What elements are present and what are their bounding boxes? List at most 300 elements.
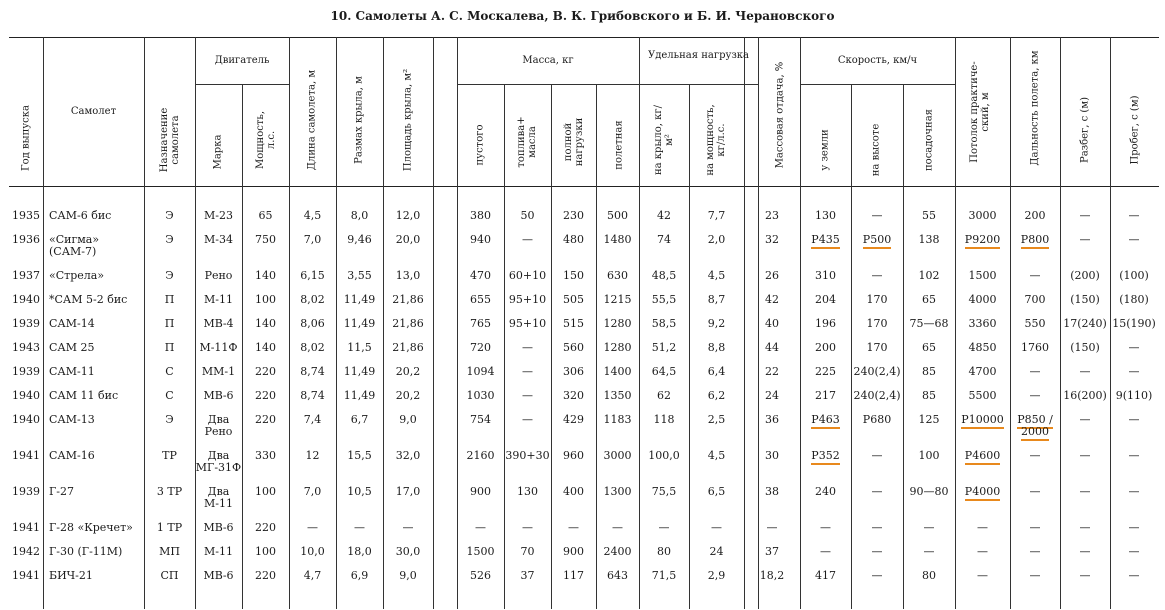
cell-value: 17(240) — [1063, 317, 1107, 330]
cell-value: 11,49 — [343, 317, 376, 330]
cell-year — [9, 366, 43, 378]
cell-value: — — [402, 521, 414, 534]
cell-value: 1939 — [12, 365, 40, 378]
cell-run-to — [1060, 366, 1110, 378]
cell-value: — — [871, 269, 883, 282]
cell-length — [289, 234, 336, 246]
cell-v-land — [903, 366, 955, 378]
cell-value: 15,5 — [347, 449, 372, 462]
cell-m-takeoff — [596, 414, 639, 426]
cell-value: 7,0 — [303, 485, 322, 498]
cell-value: 95+10 — [508, 293, 547, 306]
cell-run-to — [1060, 210, 1110, 222]
cell-l-wing — [639, 234, 689, 246]
cell-value: — — [1079, 485, 1091, 498]
cell-value: 10,5 — [347, 485, 372, 498]
cell-value: 1094 — [466, 365, 495, 378]
cell-l-wing — [639, 414, 689, 426]
cell-mark — [195, 390, 242, 402]
header-bottom-rule — [9, 186, 1159, 187]
cell-value: 220 — [255, 521, 276, 534]
cell-value: Г-28 «Кречет» — [49, 521, 133, 534]
cell-value: 5500 — [968, 389, 997, 402]
table-row — [0, 522, 1165, 546]
cell-m-fuel — [504, 342, 551, 354]
cell-range — [1010, 546, 1060, 558]
cell-v-alt — [851, 546, 903, 558]
cell-value: 240(2,4) — [853, 389, 901, 402]
cell-value: 1350 — [603, 389, 632, 402]
cell-l-power — [689, 522, 744, 534]
cell-value: 200 — [1024, 209, 1046, 222]
header-speed-altitude: на высоте — [870, 123, 882, 177]
header-specific-load: Удельная нагрузка — [647, 50, 750, 61]
cell-value: Г-27 — [49, 485, 74, 498]
table-row — [0, 366, 1165, 390]
cell-m-takeoff — [596, 270, 639, 282]
cell-span — [336, 366, 383, 378]
cell-ceiling — [955, 318, 1010, 330]
cell-v-ground — [800, 234, 851, 246]
cell-value: Два Рено — [204, 413, 233, 438]
cell-year — [9, 486, 43, 498]
cell-value: 12 — [305, 449, 320, 462]
cell-length — [289, 294, 336, 306]
cell-value: 2,9 — [707, 569, 726, 582]
cell-value: 1183 — [603, 413, 632, 426]
cell-value: Два М-11 — [204, 485, 233, 510]
cell-value: — — [1029, 449, 1041, 462]
cell-ret — [744, 366, 800, 378]
cell-mark — [195, 450, 242, 474]
cell-v-land — [903, 486, 955, 498]
cell-mark — [195, 270, 242, 282]
cell-m-fuel — [504, 294, 551, 306]
cell-value: 95+10 — [508, 317, 547, 330]
cell-year — [9, 234, 43, 246]
cell-value: 65 — [258, 209, 273, 222]
cell-value: 32 — [765, 233, 779, 246]
cell-value: — — [1029, 365, 1041, 378]
header-range: Дальность полета, км — [1029, 50, 1041, 166]
table-row — [0, 318, 1165, 342]
cell-v-ground — [800, 546, 851, 558]
cell-m-takeoff — [596, 522, 639, 534]
cell-v-land — [903, 342, 955, 354]
cell-value: 526 — [470, 569, 491, 582]
cell-value: — — [1128, 233, 1140, 246]
cell-value: 26 — [765, 269, 779, 282]
cell-value: 240 — [815, 485, 836, 498]
cell-run-land — [1110, 390, 1158, 402]
cell-value: 204 — [815, 293, 836, 306]
cell-value: 125 — [918, 413, 940, 426]
cell-m-empty — [457, 342, 504, 354]
cell-value: 400 — [563, 485, 584, 498]
cell-run-land — [1110, 270, 1158, 282]
cell-purpose — [144, 342, 195, 354]
cell-run-land — [1110, 294, 1158, 306]
cell-m-empty — [457, 366, 504, 378]
cell-l-power — [689, 414, 744, 426]
cell-value: — — [1029, 389, 1041, 402]
cell-value: 1936 — [12, 233, 40, 246]
cell-year — [9, 450, 43, 462]
cell-value: 1280 — [603, 341, 632, 354]
cell-value: — — [871, 569, 883, 582]
cell-m-payload — [551, 366, 596, 378]
cell-v-alt — [851, 486, 903, 498]
cell-mark — [195, 318, 242, 330]
cell-m-fuel — [504, 522, 551, 534]
cell-value: 117 — [563, 569, 584, 582]
cell-v-ground — [800, 570, 851, 582]
header-landing-run: Пробег, с (м) — [1129, 95, 1141, 165]
cell-value: — — [1128, 521, 1140, 534]
cell-value: 1940 — [12, 413, 40, 426]
cell-purpose — [144, 570, 195, 582]
cell-value: 230 — [563, 209, 584, 222]
cell-m-payload — [551, 318, 596, 330]
cell-value: — — [820, 521, 831, 534]
cell-value: 330 — [255, 449, 276, 462]
cell-value: — — [522, 233, 533, 246]
cell-ceiling — [955, 522, 1010, 534]
cell-m-empty — [457, 294, 504, 306]
cell-length — [289, 522, 336, 534]
cell-aircraft — [49, 270, 144, 282]
cell-value: — — [1128, 413, 1140, 426]
cell-value: 217 — [815, 389, 836, 402]
cell-power — [242, 294, 289, 306]
cell-l-wing — [639, 210, 689, 222]
cell-m-empty — [457, 210, 504, 222]
cell-run-to — [1060, 318, 1110, 330]
cell-value: — — [1079, 413, 1091, 426]
cell-value: 42 — [657, 209, 671, 222]
cell-value: 16(200) — [1063, 389, 1107, 402]
cell-ceiling — [955, 546, 1010, 558]
cell-value: P4000 — [965, 485, 1000, 501]
cell-v-ground — [800, 270, 851, 282]
cell-value: — — [1128, 569, 1140, 582]
cell-value: Э — [165, 233, 174, 246]
cell-range — [1010, 234, 1060, 246]
cell-value: 220 — [255, 413, 276, 426]
cell-mark — [195, 546, 242, 558]
cell-value: — — [923, 521, 935, 534]
speed-group-rule — [800, 84, 955, 85]
cell-value: — — [871, 521, 883, 534]
cell-purpose — [144, 318, 195, 330]
cell-value: П — [164, 317, 175, 330]
cell-value: 11,49 — [343, 293, 376, 306]
cell-m-empty — [457, 414, 504, 426]
cell-l-power — [689, 294, 744, 306]
cell-purpose — [144, 522, 195, 534]
cell-value: — — [871, 545, 883, 558]
cell-ceiling — [955, 570, 1010, 582]
table-row — [0, 210, 1165, 234]
cell-m-empty — [457, 318, 504, 330]
cell-value: 170 — [866, 317, 888, 330]
cell-run-to — [1060, 486, 1110, 498]
cell-ceiling — [955, 390, 1010, 402]
cell-value: 2160 — [466, 449, 495, 462]
cell-area — [383, 414, 433, 426]
cell-year — [9, 570, 43, 582]
cell-value: СП — [160, 569, 179, 582]
cell-run-land — [1110, 522, 1158, 534]
cell-value: 24 — [709, 545, 724, 558]
cell-value: — — [711, 521, 722, 534]
cell-purpose — [144, 390, 195, 402]
cell-purpose — [144, 234, 195, 246]
cell-aircraft — [49, 318, 144, 330]
cell-value: САМ-16 — [49, 449, 95, 462]
cell-area — [383, 210, 433, 222]
cell-ceiling — [955, 234, 1010, 246]
cell-aircraft — [49, 570, 144, 582]
cell-ret — [744, 318, 800, 330]
cell-year — [9, 342, 43, 354]
cell-value: — — [1029, 485, 1041, 498]
cell-length — [289, 270, 336, 282]
cell-value: 75,5 — [651, 485, 677, 498]
table-row — [0, 294, 1165, 318]
cell-area — [383, 522, 433, 534]
cell-value: P500 — [863, 233, 891, 249]
cell-value: 4850 — [968, 341, 997, 354]
header-speed-landing: посадочная — [923, 109, 935, 171]
cell-m-fuel — [504, 210, 551, 222]
cell-ceiling — [955, 486, 1010, 498]
cell-m-fuel — [504, 234, 551, 246]
cell-value: 20,2 — [395, 389, 421, 402]
cell-value: — — [612, 521, 623, 534]
cell-v-land — [903, 570, 955, 582]
cell-value: 55,5 — [651, 293, 677, 306]
cell-value: 1 ТР — [156, 521, 183, 534]
cell-m-payload — [551, 486, 596, 498]
cell-ceiling — [955, 366, 1010, 378]
cell-ret — [744, 294, 800, 306]
cell-span — [336, 318, 383, 330]
cell-value: 42 — [765, 293, 779, 306]
cell-value: P435 — [811, 233, 839, 249]
cell-value: 4700 — [968, 365, 997, 378]
cell-value: САМ-6 бис — [49, 209, 112, 222]
cell-ceiling — [955, 414, 1010, 426]
cell-value: 630 — [607, 269, 628, 282]
cell-range — [1010, 414, 1060, 438]
cell-ceiling — [955, 270, 1010, 282]
cell-value: 37 — [765, 545, 779, 558]
cell-area — [383, 342, 433, 354]
cell-power — [242, 546, 289, 558]
cell-power — [242, 486, 289, 498]
cell-value: 65 — [922, 293, 936, 306]
cell-value: П — [164, 341, 175, 354]
cell-value: 58,5 — [651, 317, 677, 330]
cell-value: 71,5 — [651, 569, 677, 582]
cell-value: 85 — [922, 389, 936, 402]
cell-value: P800 — [1021, 233, 1049, 249]
cell-value: 220 — [255, 569, 276, 582]
header-year: Год выпуска — [20, 105, 32, 171]
cell-aircraft — [49, 546, 144, 558]
table-row — [0, 234, 1165, 258]
cell-range — [1010, 210, 1060, 222]
cell-value: — — [977, 545, 988, 558]
cell-value: 1280 — [603, 317, 632, 330]
cell-value: 7,4 — [303, 413, 322, 426]
cell-m-fuel — [504, 486, 551, 498]
cell-l-wing — [639, 486, 689, 498]
cell-value: 480 — [563, 233, 584, 246]
cell-value: — — [766, 521, 778, 534]
cell-value: 720 — [470, 341, 491, 354]
cell-value: 15(190) — [1112, 317, 1156, 330]
cell-m-payload — [551, 342, 596, 354]
cell-value: 1939 — [12, 485, 40, 498]
cell-m-fuel — [504, 450, 551, 462]
cell-v-land — [903, 210, 955, 222]
header-engine: Двигатель — [214, 55, 270, 66]
mass-group-rule — [457, 84, 639, 85]
cell-m-payload — [551, 570, 596, 582]
cell-v-land — [903, 450, 955, 462]
cell-span — [336, 414, 383, 426]
cell-range — [1010, 450, 1060, 462]
header-ceiling: Потолок практиче- ский, м — [969, 61, 991, 163]
cell-value: 37 — [520, 569, 535, 582]
cell-value: 417 — [815, 569, 836, 582]
cell-value: 240(2,4) — [853, 365, 901, 378]
cell-value: Э — [165, 209, 174, 222]
cell-l-wing — [639, 270, 689, 282]
cell-value: Э — [165, 269, 174, 282]
cell-l-wing — [639, 570, 689, 582]
cell-value: С — [165, 365, 174, 378]
cell-run-to — [1060, 390, 1110, 402]
cell-power — [242, 450, 289, 462]
cell-l-wing — [639, 450, 689, 462]
cell-value: М-11Ф — [199, 341, 238, 354]
cell-m-takeoff — [596, 318, 639, 330]
cell-l-power — [689, 234, 744, 246]
cell-value: 196 — [815, 317, 836, 330]
cell-v-alt — [851, 210, 903, 222]
cell-value: — — [1128, 209, 1140, 222]
cell-value: С — [165, 389, 174, 402]
cell-l-wing — [639, 546, 689, 558]
cell-ret — [744, 570, 800, 582]
cell-value: 4,5 — [303, 209, 322, 222]
cell-v-ground — [800, 342, 851, 354]
cell-l-wing — [639, 318, 689, 330]
cell-value: 1939 — [12, 317, 40, 330]
cell-value: 1940 — [12, 389, 40, 402]
cell-m-takeoff — [596, 486, 639, 498]
cell-value: 4,7 — [303, 569, 322, 582]
cell-value: 40 — [765, 317, 779, 330]
cell-v-alt — [851, 522, 903, 534]
header-speed: Скорость, км/ч — [837, 55, 918, 66]
cell-value: 130 — [517, 485, 538, 498]
cell-value: — — [522, 365, 533, 378]
cell-value: 1500 — [466, 545, 495, 558]
cell-value: САМ 25 — [49, 341, 95, 354]
header-speed-ground: у земли — [819, 129, 831, 171]
cell-value: 940 — [470, 233, 491, 246]
cell-run-to — [1060, 342, 1110, 354]
cell-value: 225 — [815, 365, 836, 378]
cell-value: 200 — [815, 341, 836, 354]
cell-value: М-11 — [204, 545, 233, 558]
cell-value: 50 — [520, 209, 535, 222]
cell-value: 21,86 — [392, 317, 424, 330]
cell-value: — — [1029, 521, 1041, 534]
cell-value: — — [1128, 545, 1140, 558]
cell-ceiling — [955, 294, 1010, 306]
cell-m-fuel — [504, 318, 551, 330]
cell-v-alt — [851, 390, 903, 402]
cell-range — [1010, 294, 1060, 306]
cell-l-power — [689, 210, 744, 222]
cell-range — [1010, 570, 1060, 582]
cell-value: 90—80 — [909, 485, 949, 498]
cell-area — [383, 450, 433, 462]
cell-year — [9, 546, 43, 558]
cell-value: 8,8 — [707, 341, 726, 354]
cell-value: 1300 — [603, 485, 632, 498]
cell-value: МВ-6 — [203, 569, 234, 582]
cell-span — [336, 270, 383, 282]
cell-m-payload — [551, 450, 596, 462]
cell-value: 9,0 — [399, 413, 417, 426]
cell-value: 64,5 — [651, 365, 677, 378]
cell-value: 655 — [470, 293, 491, 306]
cell-span — [336, 234, 383, 246]
cell-value: — — [1079, 449, 1091, 462]
cell-value: 118 — [653, 413, 675, 426]
cell-value: 380 — [470, 209, 491, 222]
cell-value: 140 — [255, 341, 276, 354]
cell-run-land — [1110, 234, 1158, 246]
cell-v-ground — [800, 522, 851, 534]
cell-value: САМ 11 бис — [49, 389, 119, 402]
cell-ret — [744, 546, 800, 558]
cell-value: 170 — [866, 341, 888, 354]
cell-value: 6,5 — [707, 485, 726, 498]
cell-value: МП — [159, 545, 180, 558]
cell-v-alt — [851, 318, 903, 330]
cell-m-payload — [551, 294, 596, 306]
cell-range — [1010, 270, 1060, 282]
header-mass: Масса, кг — [522, 55, 574, 66]
cell-value: 1943 — [12, 341, 40, 354]
cell-range — [1010, 390, 1060, 402]
cell-power — [242, 210, 289, 222]
cell-m-empty — [457, 390, 504, 402]
cell-power — [242, 366, 289, 378]
cell-length — [289, 318, 336, 330]
cell-value: 7,0 — [303, 233, 322, 246]
cell-span — [336, 546, 383, 558]
cell-power — [242, 414, 289, 426]
cell-value: 1935 — [12, 209, 40, 222]
